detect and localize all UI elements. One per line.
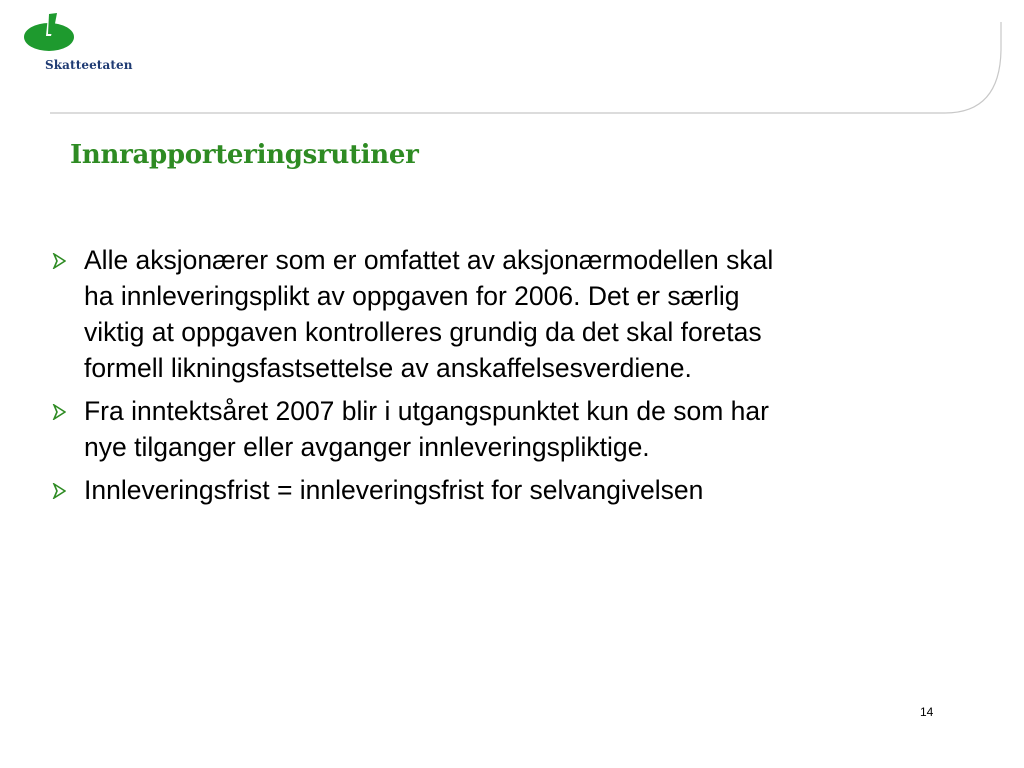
- brand-name: Skatteetaten: [45, 58, 133, 72]
- bullet-line: ha innleveringsplikt av oppgaven for 2006. Det er særlig: [84, 281, 740, 311]
- bullet-line: nye tilganger eller avganger innleveringspliktige.: [84, 432, 650, 462]
- slide-title: Innrapporteringsrutiner: [70, 140, 419, 170]
- bullet-item: [48, 393, 978, 465]
- arrow-bullet-icon: [52, 483, 66, 499]
- bullet-item: [48, 472, 978, 508]
- header-divider: [0, 0, 1024, 130]
- bullet-item: [48, 242, 978, 386]
- arrow-bullet-icon: [52, 404, 66, 420]
- bullet-list: [48, 242, 978, 515]
- arrow-bullet-icon: [52, 253, 66, 269]
- bullet-line: Innleveringsfrist = innleveringsfrist for selvangivelsen: [84, 475, 704, 505]
- bullet-line: formell likningsfastsettelse av anskaffelsesverdiene.: [84, 353, 692, 383]
- bullet-line: viktig at oppgaven kontrolleres grundig da det skal foretas: [84, 317, 762, 347]
- page-number: 14: [920, 705, 934, 719]
- bullet-line: Alle aksjonærer som er omfattet av aksjonærmodellen skal: [84, 245, 774, 275]
- bullet-line: Fra inntektsåret 2007 blir i utgangspunktet kun de som har: [84, 396, 769, 426]
